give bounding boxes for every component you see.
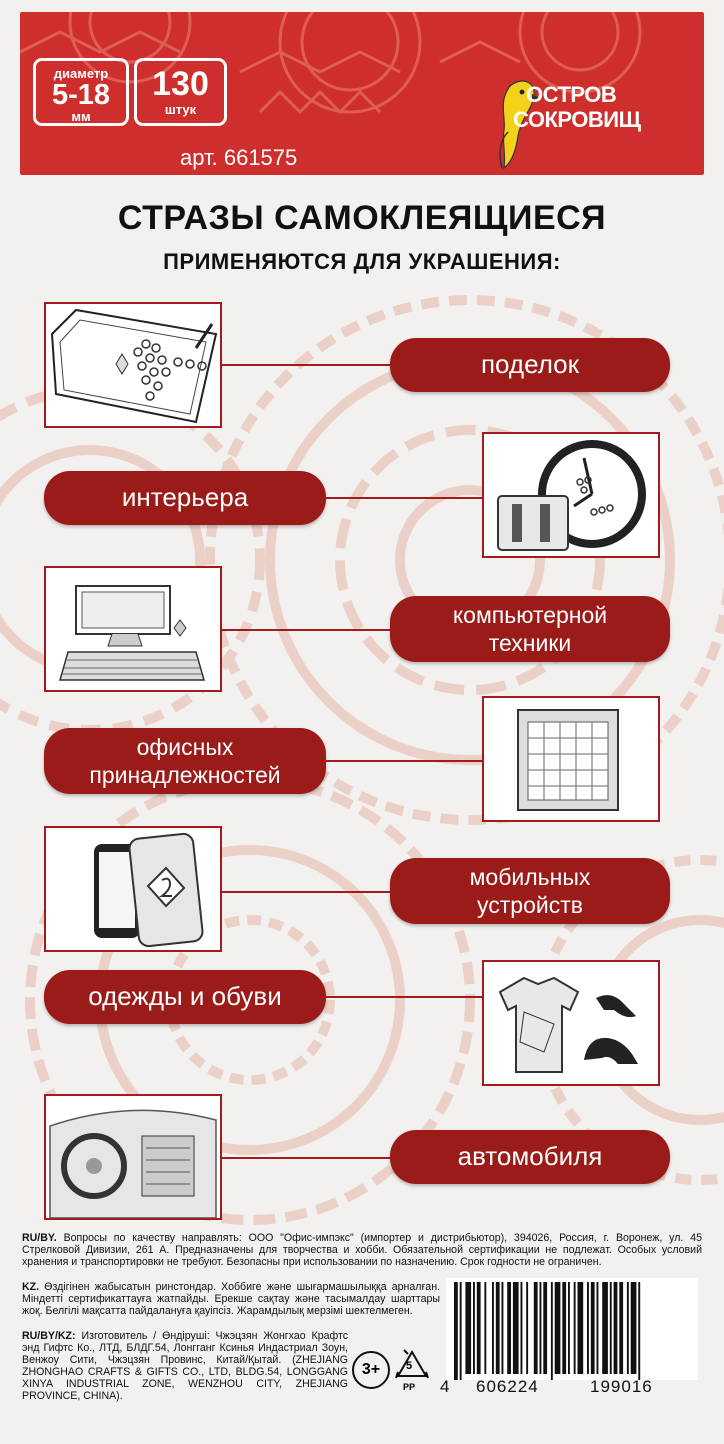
brand-line1: ОСТРОВ	[526, 82, 617, 107]
use-computers-line1: компьютерной	[452, 601, 608, 628]
barcode-group1: 606224	[476, 1377, 539, 1396]
use-pill-crafts	[390, 338, 670, 392]
barcode-bar	[568, 1282, 570, 1374]
barcode-bar	[638, 1282, 640, 1380]
barcode-bar	[502, 1282, 504, 1374]
legal-kz	[22, 1281, 440, 1317]
barcode-bar	[574, 1282, 576, 1374]
barcode-bar	[526, 1282, 528, 1374]
brand-line2: СОКРОВИЩ	[513, 107, 641, 132]
barcode-bar	[555, 1282, 561, 1374]
phone-icon	[46, 828, 220, 950]
barcode-bars	[446, 1278, 698, 1380]
barcode-bar	[473, 1282, 475, 1374]
diameter-label: диаметр	[53, 66, 109, 81]
barcode-bar	[619, 1282, 623, 1374]
legal-ru-by-label: RU/BY.	[22, 1232, 57, 1244]
product-title: СТРАЗЫ САМОКЛЕЯЩИЕСЯ	[117, 199, 607, 237]
legal-ru-by	[22, 1232, 702, 1268]
connector-line	[222, 364, 392, 366]
connector-line	[222, 891, 392, 893]
use-mobile-line1: мобильных	[469, 863, 591, 890]
barcode-bar	[562, 1282, 566, 1374]
use-mobile-line2: устройств	[477, 892, 583, 918]
use-crafts-label: поделок	[480, 349, 580, 380]
count-unit: штук	[164, 102, 197, 117]
computer-icon	[46, 568, 220, 690]
barcode-bar	[507, 1282, 511, 1374]
barcode-bar	[614, 1282, 618, 1374]
connector-line	[324, 497, 484, 499]
diameter-value: 5-18	[51, 79, 111, 111]
barcode-bar	[627, 1282, 629, 1374]
barcode-bar	[610, 1282, 612, 1374]
clothes-illustration-frame	[482, 960, 660, 1086]
barcode-bar	[484, 1282, 486, 1374]
use-pill-car	[390, 1130, 670, 1184]
legal-kz-label: KZ.	[22, 1281, 40, 1293]
connector-line	[222, 629, 392, 631]
use-office-line2: принадлежностей	[89, 762, 281, 788]
count-value: 130	[152, 65, 209, 103]
office-illustration-frame	[482, 696, 660, 822]
barcode-bar	[602, 1282, 608, 1374]
barcode-bar	[465, 1282, 471, 1374]
barcode-bar	[543, 1282, 547, 1374]
calendar-icon	[484, 698, 658, 820]
recycle-code: PP	[403, 1382, 416, 1392]
use-computers-line2: техники	[488, 630, 572, 656]
barcode-bar	[492, 1282, 494, 1374]
barcode-bar	[496, 1282, 500, 1374]
use-clothes-label: одежды и обуви	[88, 981, 282, 1012]
craft-board-icon	[46, 304, 220, 426]
legal-maker-text: Изготовитель / Өндіруші: Чжэцзян Жонгхао Крафтс энд Гифтс Ко., ЛТД, БЛДГ.54, Лонгганг Ксинья Индастриал Зоун, Венжоу Сити, Чжэцзян Провинс, Китай/Қытай. (ZHEJIANG ZHONGHAO CRAFTS & GIFTS CO., LTD, BLDG.54, LONGGANG XINYA INDUSTRIAL ZONE, WENZHOU CITY, ZHEJIANG PROVINCE, CHINA).	[22, 1330, 349, 1402]
barcode-group2: 199016	[590, 1377, 653, 1396]
product-subtitle: ПРИМЕНЯЮТСЯ ДЛЯ УКРАШЕНИЯ:	[163, 249, 561, 274]
barcode-bar	[477, 1282, 481, 1374]
count-badge	[134, 58, 227, 126]
connector-line	[324, 760, 484, 762]
barcode-bar	[551, 1282, 553, 1380]
computer-illustration-frame	[44, 566, 222, 692]
diameter-badge	[33, 58, 129, 126]
age-label: 3+	[361, 1361, 381, 1378]
craft-illustration-frame	[44, 302, 222, 428]
barcode-bar	[540, 1282, 542, 1374]
barcode-bar	[513, 1282, 519, 1374]
barcode-first-digit: 4	[440, 1377, 451, 1396]
use-pill-computers	[390, 596, 670, 662]
use-car-label: автомобиля	[457, 1141, 603, 1172]
use-interior-label: интерьера	[121, 482, 249, 513]
barcode-bar	[454, 1282, 458, 1380]
article-number: арт. 661575	[180, 145, 298, 170]
use-pill-mobile	[390, 858, 670, 924]
barcode-bar	[591, 1282, 595, 1374]
tshirt-shoe-icon	[484, 962, 658, 1084]
interior-illustration-frame	[482, 432, 660, 558]
clock-icon	[484, 434, 658, 556]
legal-kz-text: Өздігінен жабысатын ринстондар. Хоббиге және шығармашылыққа арналған. Міндетті сертификаттауға жатпайды. Ерекше сақтау және тасымалдау шарттары жоқ. Белгілі мақсатта пайдалануға қауіпсіз. Жарамдылық мерзімі шектелмеген.	[22, 1281, 440, 1317]
barcode-bar	[460, 1282, 462, 1380]
age-3plus-icon	[352, 1351, 390, 1389]
barcode-bar	[534, 1282, 538, 1374]
use-pill-interior	[44, 471, 326, 525]
connector-line	[222, 1157, 392, 1159]
barcode-bar	[578, 1282, 584, 1374]
use-pill-clothes	[44, 970, 326, 1024]
barcode-bar	[521, 1282, 523, 1374]
barcode	[446, 1278, 698, 1380]
mobile-illustration-frame	[44, 826, 222, 952]
recycle-number: 5	[406, 1360, 413, 1372]
car-dashboard-icon	[46, 1096, 220, 1218]
barcode-bar	[597, 1282, 599, 1374]
diameter-unit: мм	[71, 109, 91, 124]
legal-ru-by-text: Вопросы по качеству направлять: ООО "Офис-импэкс" (импортер и дистрибьютор), 394026, Россия, г. Воронеж, ул. 45 Стрелковой Дивизии, 261 А. Предназначены для творчества и хобби. Обязательной сертификации не подлежат. Особых условий хранения и транспортировки не требуют. Безопасны при использовании по назначению. Срок годности не ограничен.	[22, 1232, 702, 1268]
barcode-bar	[631, 1282, 637, 1374]
connector-line	[324, 996, 484, 998]
barcode-bar	[587, 1282, 589, 1374]
legal-manufacturer	[22, 1330, 348, 1402]
use-office-line1: офисных	[136, 733, 234, 760]
use-pill-office	[44, 728, 326, 794]
legal-maker-label: RU/BY/KZ:	[22, 1330, 76, 1342]
car-illustration-frame	[44, 1094, 222, 1220]
